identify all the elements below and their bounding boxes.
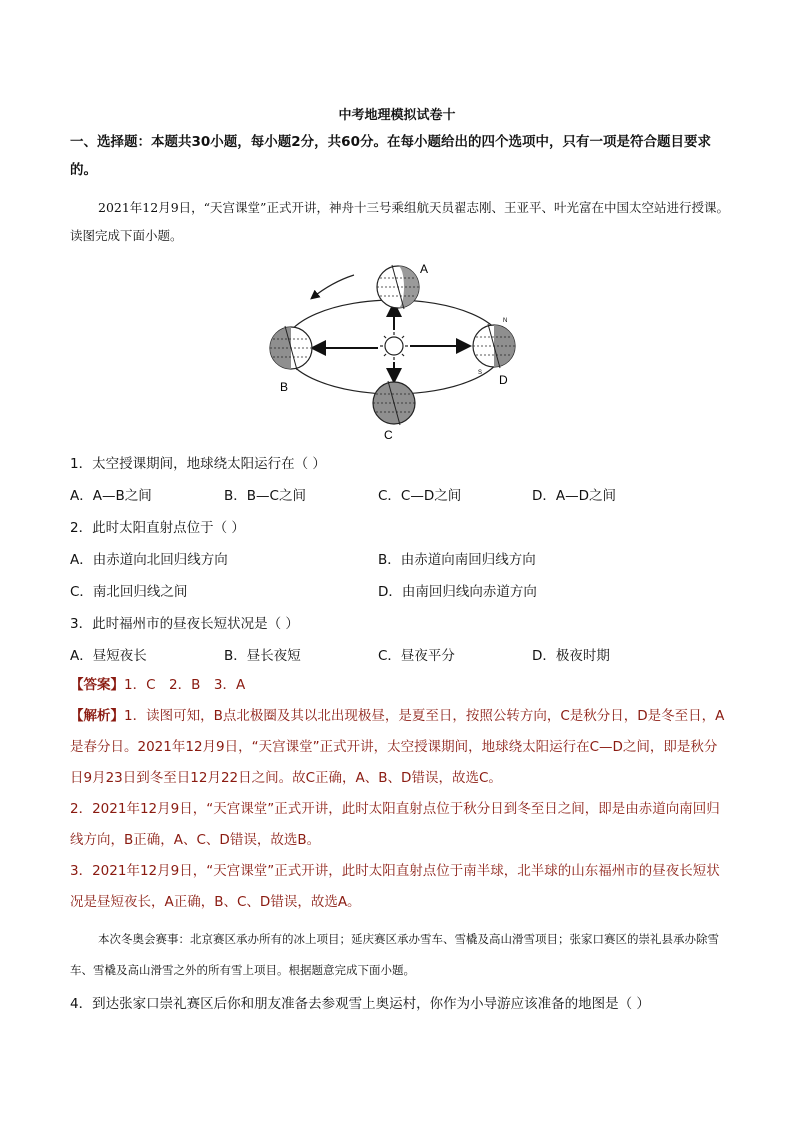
question-1-option-c: C．C—D之间 [378,488,462,504]
page-title: 中考地理模拟试卷十 [338,108,456,123]
question-2-option-d: D．由南回归线向赤道方向 [378,584,537,600]
question-1-option-b: B．B—C之间 [224,488,306,504]
answer-text: 1．C 2．B 3．A [124,677,246,693]
question-3-option-b: B．昼长夜短 [224,648,301,664]
revolution-direction-arrow [312,275,354,298]
question-3-stem: 3．此时福州市的昼夜长短状况是（ ） [70,616,299,632]
analysis-block [70,701,726,918]
label-c: C [384,428,393,442]
earth-position-b [270,326,312,370]
question-2-option-c: C．南北回归线之间 [70,584,188,600]
earth-position-d [473,324,515,368]
label-d: D [499,373,508,387]
label-b: B [280,380,289,394]
sun-icon [380,332,408,360]
analysis-tag: 【解析】 [70,708,124,724]
question-2-stem: 2．此时太阳直射点位于（ ） [70,520,245,536]
question-1-option-a: A．A—B之间 [70,488,152,504]
earth-position-c [373,381,415,425]
question-3-option-d: D．极夜时期 [532,648,610,664]
earth-position-a [377,265,419,309]
question-3-option-c: C．昼夜平分 [378,648,455,664]
intro-passage: 2021年12月9日，“天宫课堂”正式开讲，神舟十三号乘组航天员翟志刚、王亚平、叶光富在中国太空站进行授课。读图完成下面小题。 [70,200,729,243]
analysis-text-1: 1．读图可知，B点北极圈及其以北出现极昼，是夏至日，按照公转方向，C是秋分日，D是冬至日，A是春分日。2021年12月9日，“天宫课堂”正式开讲，太空授课期间，地球绕太阳运行在C—D之间，即是秋分日9月23日到冬至日12月22日之间。故C正确，A、B、D错误，故选C。 [70,708,725,786]
section-heading: 一、选择题：本题共30小题，每小题2分，共60分。在每小题给出的四个选项中，只有一项是符合题目要求的。 [70,134,711,178]
passage-2: 本次冬奥会赛事：北京赛区承办所有的冰上项目；延庆赛区承办雪车、雪橇及高山滑雪项目；张家口赛区的崇礼县承办除雪车、雪橇及高山滑雪之外的所有雪上项目。根据题意完成下面小题。 [70,932,719,977]
label-s: S [478,370,483,376]
analysis-paragraph-2: 2．2021年12月9日，“天宫课堂”正式开讲，此时太阳直射点位于秋分日到冬至日之间，即是由赤道向南回归线方向，B正确，A、C、D错误，故选B。 [70,801,720,848]
label-n: N [503,318,508,324]
analysis-paragraph-1 [70,701,726,794]
question-2-option-a: A．由赤道向北回归线方向 [70,552,228,568]
question-1-option-d: D．A—D之间 [532,488,617,504]
question-2-option-b: B．由赤道向南回归线方向 [378,552,536,568]
answer-line [70,670,726,701]
label-a: A [420,262,429,276]
question-4-stem: 4．到达张家口崇礼赛区后你和朋友准备去参观雪上奥运村，你作为小导游应该准备的地图是（ ） [70,996,650,1012]
question-1-stem: 1．太空授课期间，地球绕太阳运行在（ ） [70,456,326,472]
earth-orbit-diagram [262,252,532,442]
answer-tag: 【答案】 [70,677,124,693]
analysis-paragraph-3: 3．2021年12月9日，“天宫课堂”正式开讲，此时太阳直射点位于南半球，北半球的山东福州市的昼夜长短状况是昼短夜长，A正确，B、C、D错误，故选A。 [70,863,720,910]
question-3-option-a: A．昼短夜长 [70,648,147,664]
